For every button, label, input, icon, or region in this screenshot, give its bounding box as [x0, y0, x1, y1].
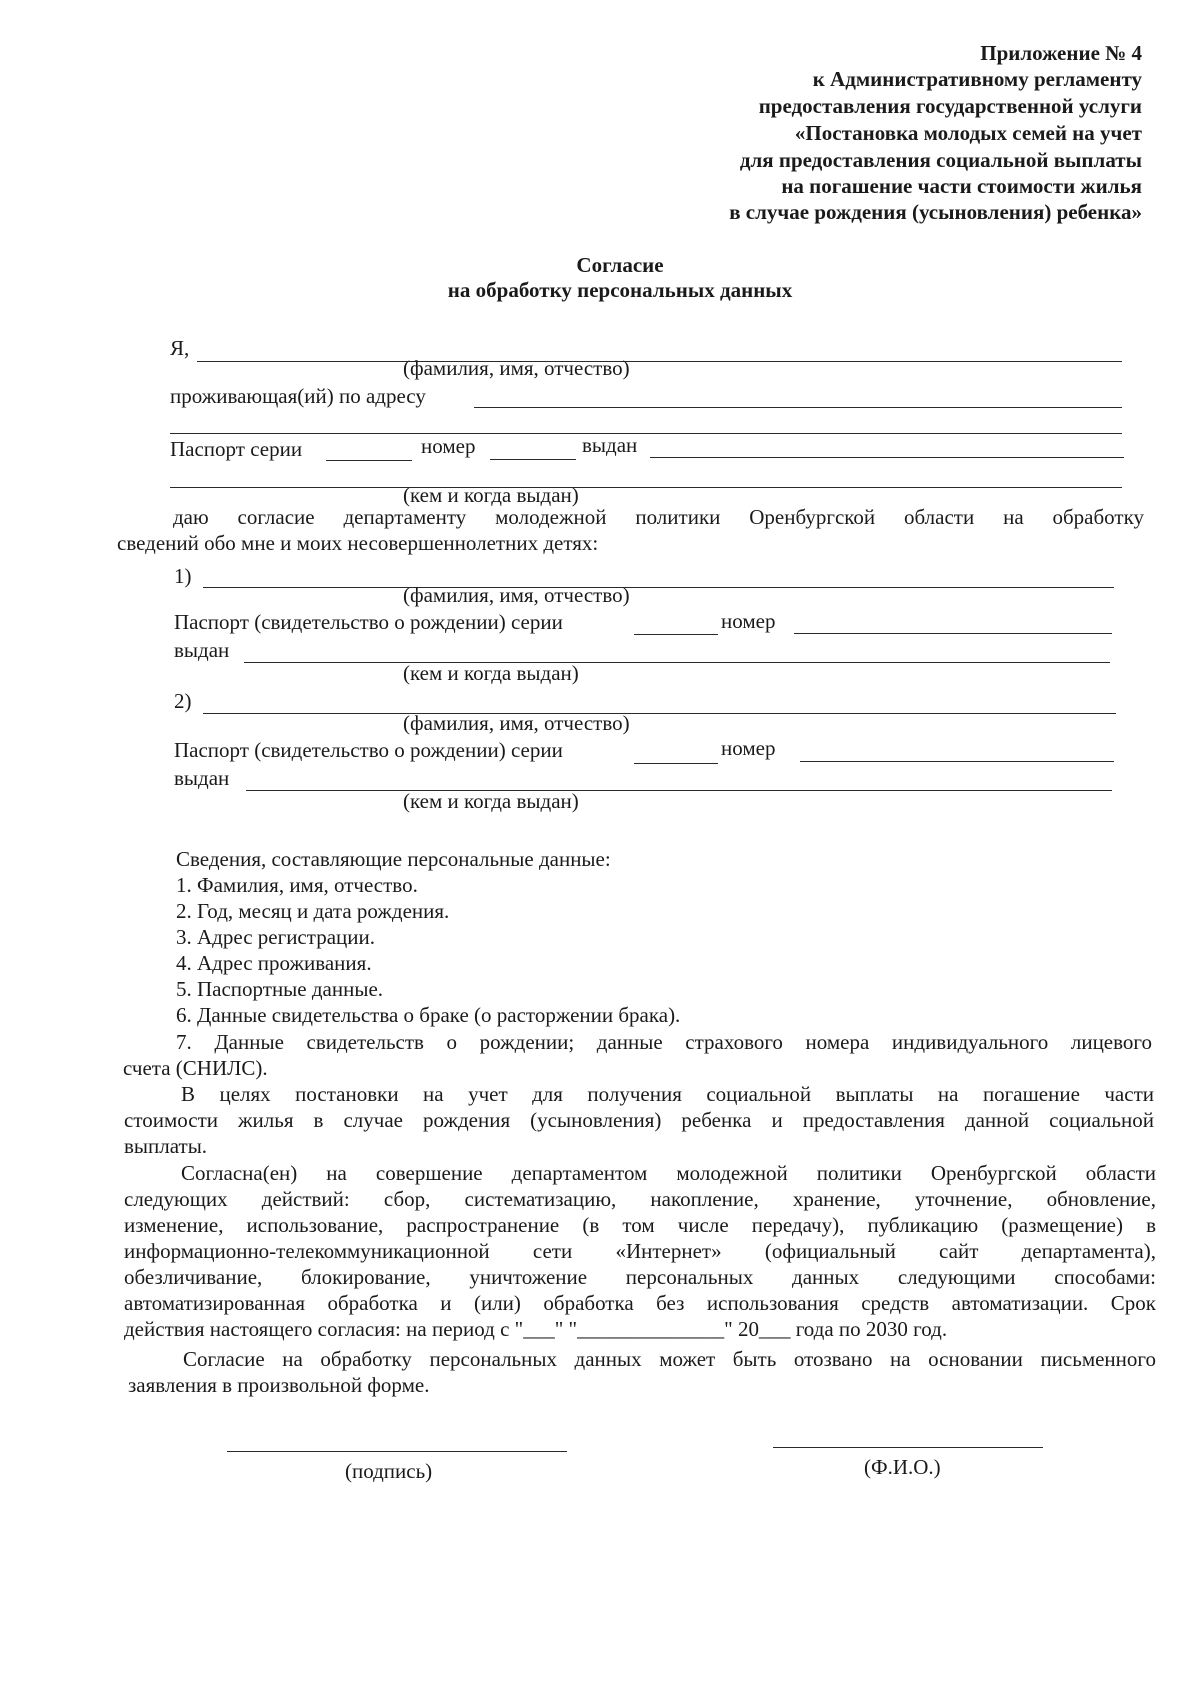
- passport-issued-field[interactable]: [650, 457, 1124, 458]
- fio-signature-field[interactable]: [773, 1447, 1043, 1448]
- data-list-heading: Сведения, составляющие персональные данные:: [176, 847, 611, 871]
- data-list-item-7-cont: счета (СНИЛС).: [123, 1056, 268, 1080]
- child-2-number-label: номер: [721, 736, 776, 760]
- child-1-issued-label: выдан: [174, 638, 230, 662]
- child-2-issued-caption: (кем и когда выдан): [403, 789, 579, 813]
- actions-paragraph: Согласна(ен) на совершение департаментом молодежной политики Оренбургской области: [181, 1161, 1156, 1185]
- i-label: Я,: [170, 336, 190, 360]
- child-1-number: 1): [174, 564, 192, 588]
- address-field[interactable]: [474, 407, 1122, 408]
- child-2-series-field[interactable]: [634, 763, 718, 764]
- signature-caption: (подпись): [345, 1459, 433, 1483]
- consent-period: действия настоящего согласия: на период с "___" "______________" 20___ года по 2030 год.: [124, 1317, 948, 1341]
- appendix-line: в случае рождения (усыновления) ребенка»: [729, 200, 1142, 224]
- child-2-issued-label: выдан: [174, 766, 230, 790]
- passport-issued-label: выдан: [582, 433, 638, 457]
- actions-paragraph-line: изменение, использование, распространение (в том числе передачу), публикацию (размещение) в: [124, 1213, 1156, 1237]
- data-list-item: 5. Паспортные данные.: [176, 977, 384, 1001]
- appendix-line: к Административному регламенту: [812, 67, 1142, 91]
- issued-by-caption: (кем и когда выдан): [403, 483, 579, 507]
- child-2-issued-field[interactable]: [246, 790, 1112, 791]
- appendix-number: Приложение № 4: [980, 41, 1142, 65]
- consent-statement-cont: сведений обо мне и моих несовершеннолетних детях:: [117, 531, 599, 555]
- address-label: проживающая(ий) по адресу: [170, 384, 426, 408]
- passport-number-field[interactable]: [490, 459, 576, 460]
- actions-paragraph-line: информационно-телекоммуникационной сети «Интернет» (официальный сайт департамента),: [124, 1239, 1156, 1263]
- actions-paragraph-line: следующих действий: сбор, систематизацию, накопление, хранение, уточнение, обновление,: [124, 1187, 1156, 1211]
- signature-field[interactable]: [227, 1451, 567, 1452]
- child-1-series-field[interactable]: [634, 634, 718, 635]
- child-1-passport-label: Паспорт (свидетельство о рождении) серии: [174, 610, 563, 634]
- fio-field[interactable]: [197, 361, 1122, 362]
- child-1-issued-caption: (кем и когда выдан): [403, 661, 579, 685]
- child-2-fio-caption: (фамилия, имя, отчество): [403, 711, 630, 735]
- child-2-number-field[interactable]: [800, 761, 1114, 762]
- data-list-item: 4. Адрес проживания.: [176, 951, 372, 975]
- document-subtitle: на обработку персональных данных: [447, 278, 793, 302]
- appendix-line: предоставления государственной услуги: [758, 94, 1142, 118]
- purpose-paragraph: В целях постановки на учет для получения социальной выплаты на погашение части: [181, 1082, 1154, 1106]
- child-2-fio-field[interactable]: [203, 713, 1116, 714]
- child-1-issued-field[interactable]: [244, 662, 1110, 663]
- child-1-number-field[interactable]: [794, 633, 1112, 634]
- passport-number-label: номер: [421, 434, 476, 458]
- revocation-paragraph: Согласие на обработку персональных данных может быть отозвано на основании письменного: [183, 1347, 1156, 1371]
- revocation-paragraph-line: заявления в произвольной форме.: [128, 1373, 430, 1397]
- appendix-line: для предоставления социальной выплаты: [739, 148, 1142, 172]
- child-1-fio-field[interactable]: [203, 587, 1114, 588]
- data-list-item: 6. Данные свидетельства о браке (о расторжении брака).: [176, 1003, 681, 1027]
- fio-signature-caption: (Ф.И.О.): [864, 1455, 941, 1479]
- document-title: Согласие: [576, 253, 664, 277]
- purpose-paragraph-line: выплаты.: [124, 1134, 208, 1158]
- child-2-passport-label: Паспорт (свидетельство о рождении) серии: [174, 738, 563, 762]
- consent-statement: даю согласие департаменту молодежной политики Оренбургской области на обработку: [173, 505, 1144, 529]
- fio-caption: (фамилия, имя, отчество): [403, 356, 630, 380]
- actions-paragraph-line: автоматизированная обработка и (или) обработка без использования средств автоматизации. Срок: [124, 1291, 1156, 1315]
- passport-issued-field-continued[interactable]: [170, 487, 1122, 488]
- purpose-paragraph-line: стоимости жилья в случае рождения (усыновления) ребенка и предоставления данной социальной: [124, 1108, 1154, 1132]
- appendix-line: «Постановка молодых семей на учет: [794, 121, 1142, 145]
- child-2-number: 2): [174, 689, 192, 713]
- passport-series-label: Паспорт серии: [170, 437, 303, 461]
- passport-series-field[interactable]: [326, 460, 412, 461]
- actions-paragraph-line: обезличивание, блокирование, уничтожение персональных данных следующими способами:: [124, 1265, 1156, 1289]
- appendix-line: на погашение части стоимости жилья: [781, 174, 1142, 198]
- data-list-item-7: 7. Данные свидетельств о рождении; данные страхового номера индивидуального лицевого: [176, 1030, 1152, 1054]
- child-1-fio-caption: (фамилия, имя, отчество): [403, 583, 630, 607]
- data-list-item: 3. Адрес регистрации.: [176, 925, 375, 949]
- address-field-continued[interactable]: [170, 433, 1122, 434]
- data-list-item: 2. Год, месяц и дата рождения.: [176, 899, 450, 923]
- child-1-number-label: номер: [721, 609, 776, 633]
- data-list-item: 1. Фамилия, имя, отчество.: [176, 873, 418, 897]
